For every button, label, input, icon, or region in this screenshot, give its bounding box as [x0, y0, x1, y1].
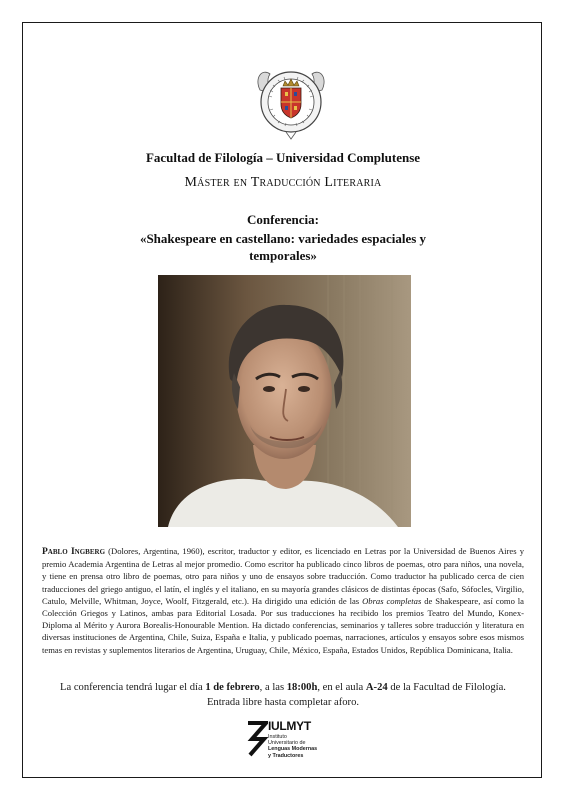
event-details	[30, 680, 536, 695]
bio-text-1: (Dolores, Argentina, 1960), escritor, traductor y editor, es licenciado en Letras por la Universidad de Buenos Aires y premio Academia Argentina de Letras al mejor promedio. Como escritor ha publicado cinco libros de poemas, otro para niños, una novela, y tiene en prensa otro libro de poemas, otro para niños y uno de ensayos sobre traducción. Como traductor ha publicado cerca de cien traducciones del griego antiguo, el latín, el inglés y el italiano, en su mayoría grandes clásicos de distintas épocas (Safo, Sófocles, Virgilio, Catulo, Melville, Whitman, Joyce, Woolf, Fitzgerald, etc.). Ha dirigido una edición de las	[42, 546, 524, 606]
notice-text-4: de la Facultad de Filología.	[387, 682, 506, 693]
faculty-title: Facultad de Filología – Universidad Complutense	[145, 150, 421, 165]
master-title: Máster en Traducción Literaria	[184, 175, 382, 190]
notice-text-1: La conferencia tendrá lugar el día	[60, 682, 206, 693]
iulmyt-sub-3: Lenguas Modernas	[268, 746, 318, 753]
university-crest-icon	[252, 60, 330, 142]
bio-italic-title: Obras completas	[362, 595, 422, 606]
iulmyt-sub-2: Universitario de	[268, 740, 306, 747]
conference-title: «Shakespeare en castellano: variedades espaciales y temporales»	[139, 231, 427, 263]
iulmyt-wordmark: IULMYT	[268, 719, 311, 733]
notice-text-2: , a las	[259, 682, 287, 693]
bio-text-2: de Shakespeare, así como la Colección Griegos y Latinos, ambas para Editorial Losada. Por sus traducciones ha recibido los premios Teatro del Mundo, Konex-Diploma al Mérito y Aurora Borealis-Honourable Mention. Ha dictado conferencias, seminarios y talleres sobre traducción y literatura en diversas instituciones de Argentina, Chile, Suiza, España e Italia, y publicado poemas, narraciones, artículos y ensayos sobre esos mismos temas en revistas y suplementos literarios de Argentina, Uruguay, Chile, México, España, Estados Unidos, República Dominicana, Italia.	[42, 595, 525, 655]
event-time: 18:00h	[286, 682, 318, 693]
speaker-portrait	[158, 275, 411, 527]
iulmyt-sub-4: y Traductores	[268, 752, 304, 759]
entry-info: Entrada libre hasta completar aforo.	[206, 697, 360, 708]
event-room: A-24	[365, 682, 388, 693]
speaker-name: Pablo Ingberg	[42, 547, 106, 557]
speaker-biography	[42, 545, 524, 656]
event-notice	[30, 680, 536, 710]
notice-text-3: , en el aula	[317, 682, 366, 693]
iulmyt-logo	[246, 711, 324, 777]
iulmyt-subtitle	[268, 734, 317, 759]
iulmyt-logo-icon	[246, 719, 268, 759]
conference-label: Conferencia:	[247, 212, 319, 227]
iulmyt-sub-1: Instituto	[268, 734, 287, 740]
event-date: 1 de febrero	[205, 682, 260, 693]
